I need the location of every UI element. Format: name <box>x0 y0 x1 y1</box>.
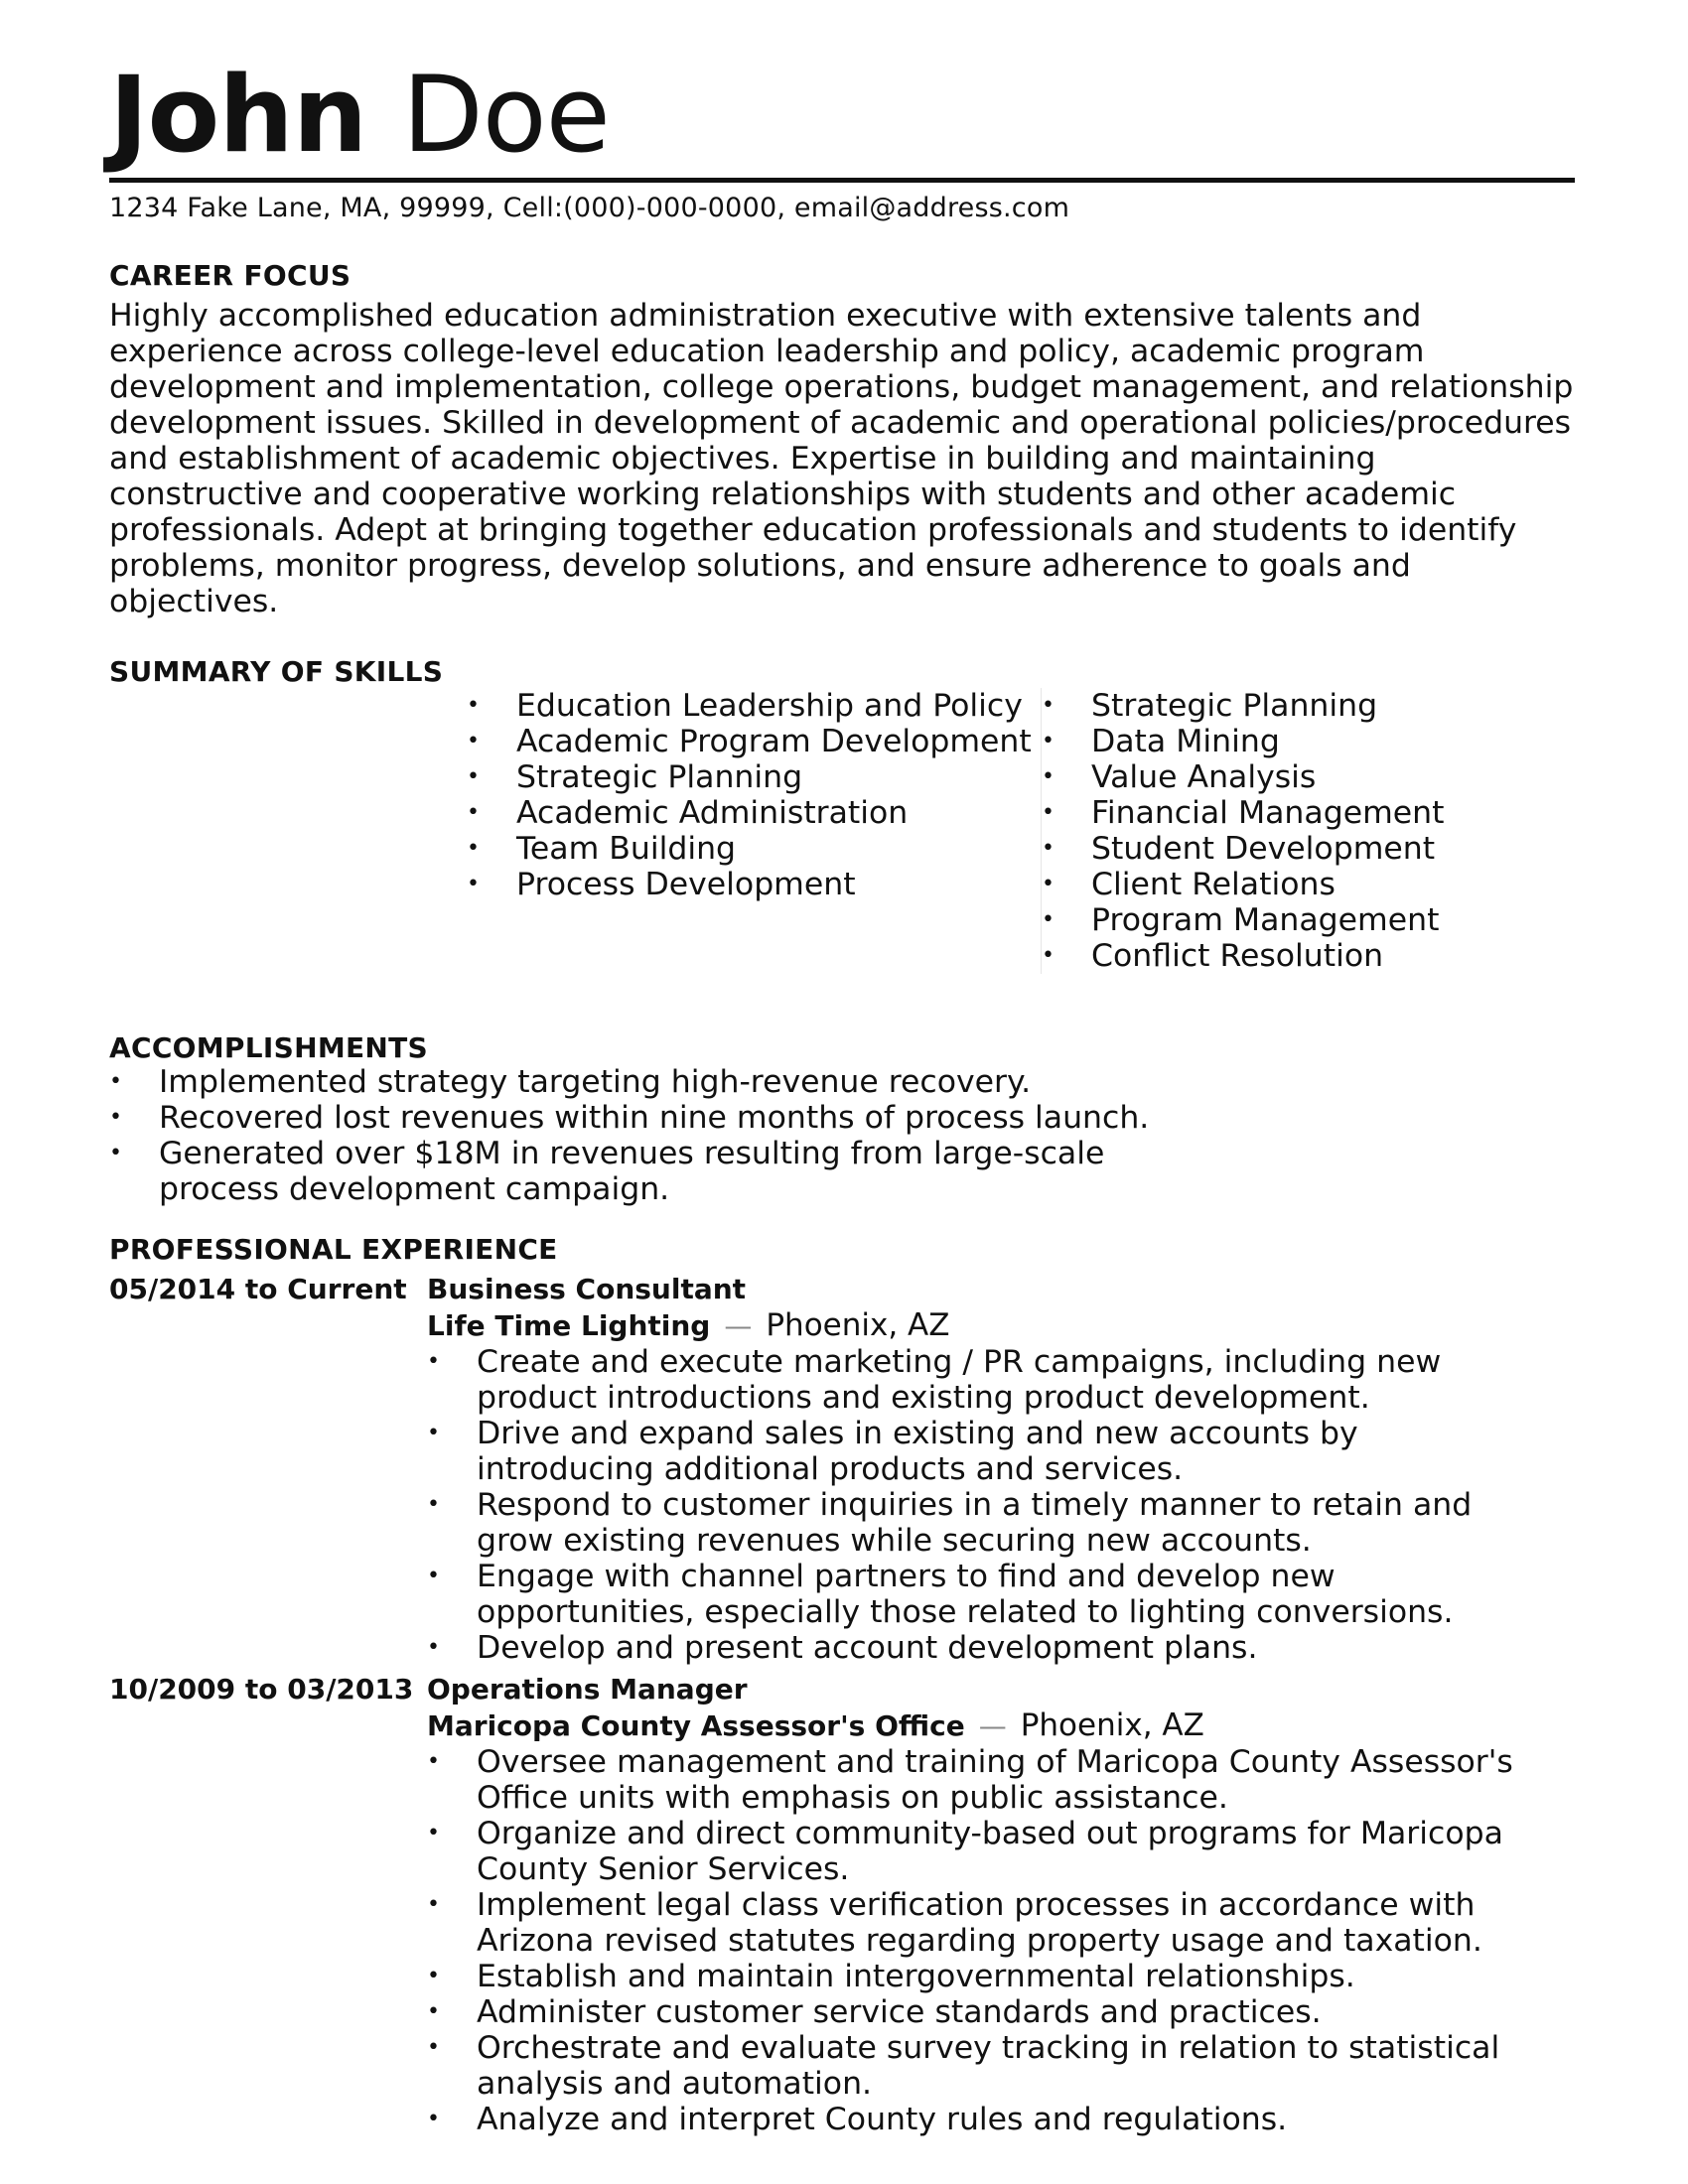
list-item-text: Oversee management and training of Maricopa County Assessor's Office units with emphasis on public assistance. <box>477 1744 1513 1817</box>
bullet-icon: • <box>427 1492 440 1518</box>
list-item <box>1042 938 1558 974</box>
list-item-text: Respond to customer inquiries in a timely manner to retain and grow existing revenues while securing new accounts. <box>477 1487 1473 1560</box>
list-item-text: Strategic Planning <box>516 759 803 796</box>
list-item-text: Orchestrate and evaluate survey tracking in relation to statistical analysis and automation. <box>477 2030 1500 2103</box>
list-item <box>427 1630 1539 1666</box>
job-dates: 10/2009 to 03/2013 <box>109 1673 414 1706</box>
list-item <box>109 1064 1221 1100</box>
resume-page <box>109 54 1579 2138</box>
list-item-text: Organize and direct community-based out programs for Maricopa County Senior Services. <box>477 1816 1503 1888</box>
list-item-text: Team Building <box>516 831 737 868</box>
list-item-text: Establish and maintain intergovernmental relationships. <box>477 1959 1355 1995</box>
list-item <box>427 1416 1539 1487</box>
job-title: Operations Manager <box>427 1673 748 1706</box>
career-focus-heading: CAREER FOCUS <box>109 259 352 293</box>
bullet-icon: • <box>427 1821 440 1846</box>
bullet-icon: • <box>1042 943 1055 969</box>
list-item-text: Implemented strategy targeting high-revenue recovery. <box>159 1064 1032 1101</box>
bullet-icon: • <box>427 1421 440 1446</box>
list-item <box>1042 867 1558 902</box>
job-duties-list <box>427 1344 1539 1666</box>
job-entry <box>109 1272 1579 1666</box>
list-item <box>109 1100 1221 1136</box>
career-focus-text: Highly accomplished education administration executive with extensive talents and experience across college-level education leadership and policy, academic program development and implementation, college operations, budget management, and relationship development issues. Skilled in development of academic and operational policies/procedures and establishment of academic objectives. Expertise in building and maintaining constructive and cooperative working relationships with students and other academic professionals. Adept at bringing together education professionals and students to identify problems, monitor progress, develop solutions, and ensure adherence to goals and objectives. <box>109 298 1574 620</box>
bullet-icon: • <box>427 1999 440 2025</box>
list-item <box>1042 831 1558 867</box>
list-item-text: Strategic Planning <box>1091 688 1378 725</box>
company-separator: — <box>724 1309 753 1343</box>
bullet-icon: • <box>427 1892 440 1918</box>
list-item-text: Value Analysis <box>1091 759 1317 796</box>
list-item-text: Client Relations <box>1091 867 1336 903</box>
company-name: Maricopa County Assessor's Office <box>427 1709 965 1743</box>
list-item <box>467 724 1062 759</box>
bullet-icon: • <box>1042 872 1055 897</box>
skills-columns <box>109 688 1579 1006</box>
list-item <box>427 1816 1539 1887</box>
list-item <box>427 2030 1539 2102</box>
list-item-text: Student Development <box>1091 831 1436 868</box>
bullet-icon: • <box>427 2035 440 2061</box>
bullet-icon: • <box>467 836 480 862</box>
list-item-text: Administer customer service standards and practices. <box>477 1994 1322 2031</box>
company-name: Life Time Lighting <box>427 1309 711 1343</box>
job-duties-list <box>427 1744 1539 2137</box>
experience-heading: PROFESSIONAL EXPERIENCE <box>109 1233 558 1267</box>
list-item <box>1042 688 1558 724</box>
list-item-text: Education Leadership and Policy <box>516 688 1023 725</box>
list-item-text: Implement legal class verification processes in accordance with Arizona revised statutes regarding property usage and taxation. <box>477 1887 1482 1960</box>
list-item <box>427 1994 1539 2030</box>
bullet-icon: • <box>427 1564 440 1589</box>
job-dates: 05/2014 to Current <box>109 1273 407 1306</box>
list-item <box>427 2102 1539 2137</box>
bullet-icon: • <box>427 2107 440 2132</box>
job-company-line <box>427 1707 1579 1744</box>
job-body <box>427 1672 1579 2137</box>
bullet-icon: • <box>427 1349 440 1375</box>
bullet-icon: • <box>467 693 480 719</box>
list-item <box>467 867 1062 902</box>
list-item <box>467 759 1062 795</box>
list-item <box>1042 759 1558 795</box>
list-item-text: Academic Administration <box>516 795 909 832</box>
bullet-icon: • <box>427 1749 440 1775</box>
list-item <box>427 1959 1539 1994</box>
skills-heading: SUMMARY OF SKILLS <box>109 655 444 689</box>
list-item-text: Financial Management <box>1091 795 1445 832</box>
list-item-text: Analyze and interpret County rules and regulations. <box>477 2102 1288 2138</box>
header-rule <box>109 178 1575 183</box>
job-company-line <box>427 1307 1579 1344</box>
bullet-icon: • <box>1042 764 1055 790</box>
bullet-icon: • <box>109 1069 122 1095</box>
list-item <box>1042 795 1558 831</box>
list-item-text: Conflict Resolution <box>1091 938 1384 975</box>
job-location: Phoenix, AZ <box>1020 1707 1204 1744</box>
job-entry <box>109 1672 1579 2137</box>
last-name: Doe <box>402 54 610 176</box>
bullet-icon: • <box>467 872 480 897</box>
bullet-icon: • <box>109 1105 122 1131</box>
accomplishments-list <box>109 1064 1221 1207</box>
list-item-text: Develop and present account development plans. <box>477 1630 1258 1667</box>
bullet-icon: • <box>467 764 480 790</box>
list-item-text: Process Development <box>516 867 856 903</box>
bullet-icon: • <box>1042 836 1055 862</box>
bullet-icon: • <box>1042 693 1055 719</box>
bullet-icon: • <box>1042 907 1055 933</box>
list-item-text: Drive and expand sales in existing and new accounts by introducing additional products and services. <box>477 1416 1358 1488</box>
list-item-text: Create and execute marketing / PR campaigns, including new product introductions and existing product development. <box>477 1344 1442 1417</box>
bullet-icon: • <box>467 800 480 826</box>
bullet-icon: • <box>427 1635 440 1661</box>
list-item <box>467 688 1062 724</box>
list-item <box>427 1344 1539 1416</box>
list-item <box>1042 724 1558 759</box>
bullet-icon: • <box>1042 800 1055 826</box>
company-separator: — <box>978 1709 1007 1743</box>
contact-line: 1234 Fake Lane, MA, 99999, Cell:(000)-000-0000, email@address.com <box>109 193 1070 224</box>
list-item <box>427 1887 1539 1959</box>
list-item-text: Recovered lost revenues within nine months of process launch. <box>159 1100 1150 1137</box>
bullet-icon: • <box>1042 729 1055 754</box>
skills-right-column <box>1041 688 1558 974</box>
candidate-name <box>109 54 1579 176</box>
list-item-text: Generated over $18M in revenues resulting from large-scale process development campaign. <box>159 1136 1105 1208</box>
first-name: John <box>109 54 367 176</box>
list-item <box>467 795 1062 831</box>
list-item-text: Academic Program Development <box>516 724 1032 760</box>
job-title: Business Consultant <box>427 1273 747 1306</box>
list-item <box>1042 902 1558 938</box>
job-body <box>427 1272 1579 1666</box>
list-item-text: Program Management <box>1091 902 1440 939</box>
job-location: Phoenix, AZ <box>766 1307 950 1344</box>
list-item <box>427 1487 1539 1559</box>
list-item <box>109 1136 1221 1207</box>
bullet-icon: • <box>427 1964 440 1989</box>
list-item-text: Data Mining <box>1091 724 1280 760</box>
skills-left-column <box>467 688 1062 902</box>
list-item <box>427 1744 1539 1816</box>
list-item <box>427 1559 1539 1630</box>
bullet-icon: • <box>109 1141 122 1166</box>
bullet-icon: • <box>467 729 480 754</box>
list-item-text: Engage with channel partners to find and develop new opportunities, especially those related to lighting conversions. <box>477 1559 1454 1631</box>
list-item <box>467 831 1062 867</box>
accomplishments-heading: ACCOMPLISHMENTS <box>109 1031 429 1065</box>
